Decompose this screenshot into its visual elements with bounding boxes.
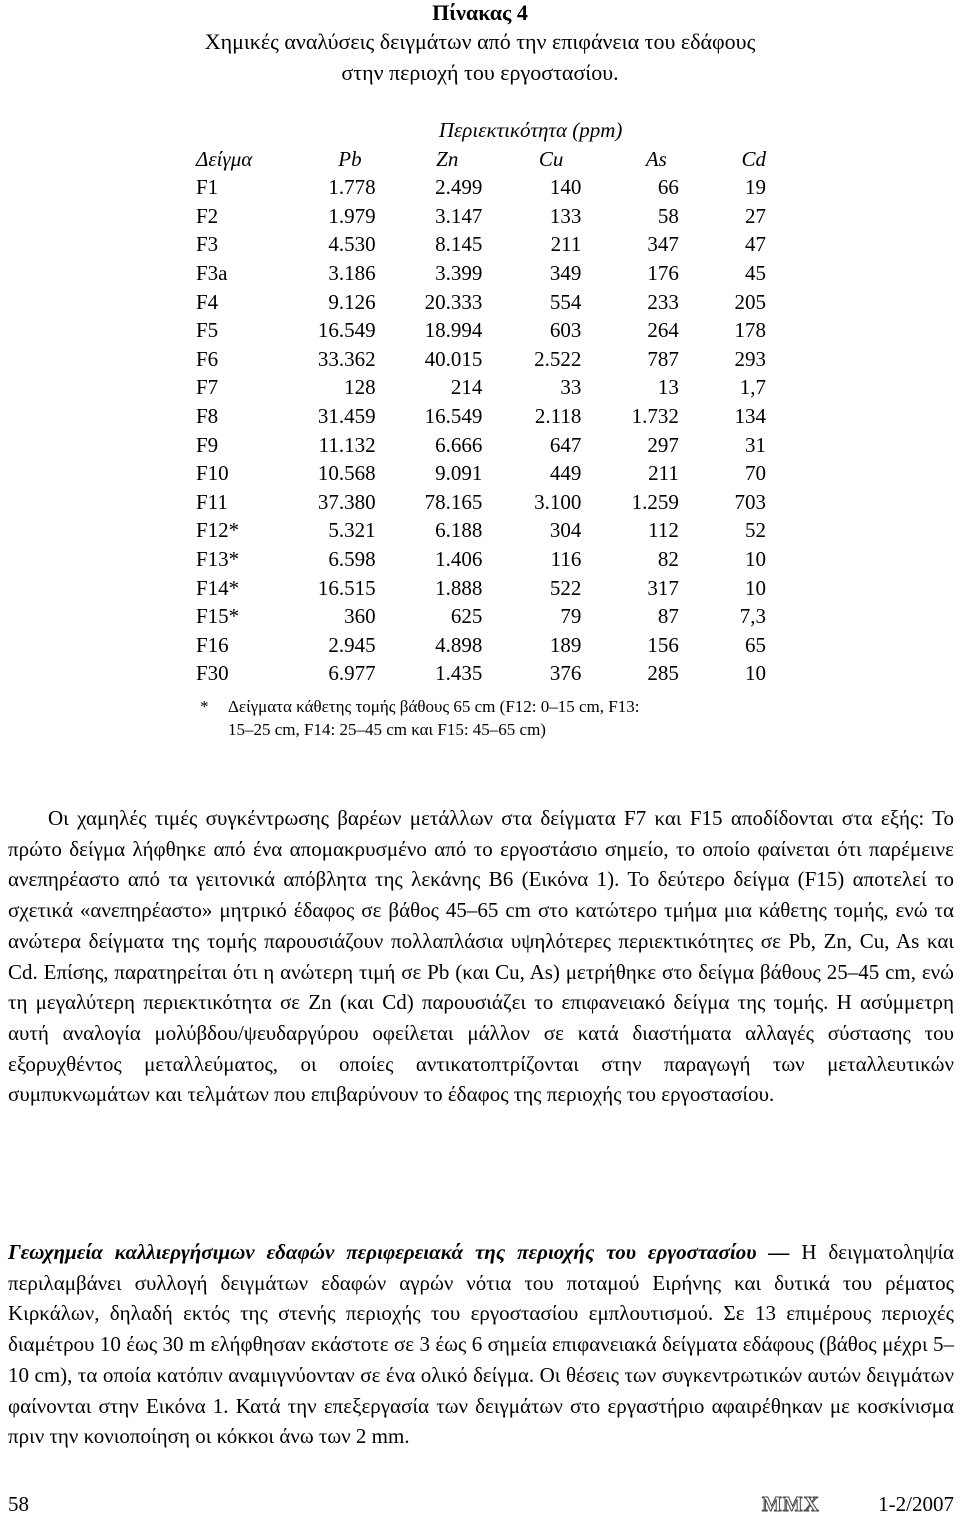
table-cell: 8.145 [435, 232, 483, 257]
table-cell: F6 [196, 346, 219, 371]
body-paragraph: Οι χαμηλές τιμές συγκέντρωσης βαρέων μετάλλων στα δείγματα F7 και F15 αποδίδονται στα εξής: Το πρώτο δείγμα λήφθηκε από ένα απομακρυσμένο από το εργοστάσιο σημείο, το οποίο φαίνεται ότι παρέμεινε ανεπηρέαστο από τα γειτονικά απόβλητα της λεκάνης Β6 (Εικόνα 1). Το δεύτερο δείγμα (F15) αποτελεί το σχετικά «ανεπηρέαστο» μητρικό έδαφος σε βάθος 45–65 cm στο κατώτερο τμήμα μια κάθετης τομής, ενώ τα ανώτερα δείγματα της τομής παρουσιάζουν πολλαπλάσια υψηλότερες περιεκτικότητες σε Pb, Zn, Cu, As και Cd. Επίσης, παρατηρείται ότι η ανώτερη τιμή σε Pb (και Cu, As) μετρήθηκε στο δείγμα βάθους 25–45 cm, ενώ τη μεγαλύτερη περιεκτικότητα σε Zn (και Cd) παρουσιάζει το επιφανειακό δείγμα της τομής. Η ασύμμετρη αυτή αναλογία μολύβδου/ψευδαργύρου οφείλεται μάλλον σε κατά διαστήματα αλλαγές σύστασης του εξορυχθέντος μεταλλεύματος, οι οποίες αντικατοπτρίζονται στην παραγωγή των μεταλλευτικών συμπυκνωμάτων και τελμάτων που επιβαρύνουν το έδαφος της περιοχής του εργοστασίου. [8, 806, 954, 1107]
section-heading: Γεωχημεία καλλιεργήσιμων εδαφών περιφερειακά της περιοχής του εργοστασίου — [8, 1240, 790, 1264]
section-body: Η δειγματοληψία περιλαμβάνει συλλογή δειγμάτων εδαφών αγρών νότια του ποταμού Ειρήνης και δυτικά του ρέματος Κιρκάλων, δηλαδή εκτός της στενής περιοχής του εργοστασίου εμπλουτισμού. Σε 13 επιμέρους περιοχές διαμέτρου 10 έως 30 m ελήφθησαν εκάστοτε σε 3 έως 6 σημεία επιφανειακά δείγματα εδάφους (βάθος μέχρι 5–10 cm), τα οποία κατόπιν αναμιγνύονταν σε ένα ολικό δείγμα. Οι θέσεις των συγκεντρωτικών αυτών δειγμάτων φαίνονται στην Εικόνα 1. Κατά την επεξεργασία των δειγμάτων στο εργαστήριο αφαιρέθηκαν με κοσκίνισμα πριν την κονιοποίηση οι κόκκοι άνω των 2 mm. [8, 1240, 955, 1449]
table-cell: 70 [745, 461, 766, 486]
table-cell: 3.399 [435, 260, 483, 285]
table-cell: 37.380 [317, 489, 376, 514]
table-cell: 349 [549, 260, 582, 285]
table-cell: 27 [745, 203, 766, 228]
table-cell: 347 [647, 232, 679, 257]
table-cell: 45 [745, 260, 766, 285]
table-cell: 140 [549, 175, 582, 200]
table-cell: 5.321 [328, 518, 376, 543]
table-cell: F10 [196, 461, 229, 486]
table-cell: 10 [745, 546, 766, 571]
table-cell: 1.259 [631, 489, 679, 514]
table-row [196, 259, 766, 288]
table-cell: 13 [657, 375, 679, 400]
table-row [196, 316, 766, 345]
table-row [196, 574, 766, 603]
table-cell: 1.778 [328, 175, 376, 200]
table-cell: 703 [734, 489, 766, 514]
table-cell: F5 [196, 318, 219, 343]
section-paragraph [8, 1237, 954, 1452]
table-body [196, 173, 766, 688]
table-cell: 20.333 [424, 289, 483, 314]
table-footnote [200, 695, 800, 741]
table-row [196, 288, 766, 317]
table-row [196, 402, 766, 431]
table-cell: 211 [550, 232, 582, 257]
table-cell: 376 [549, 661, 582, 686]
table-caption-line: Χημικές αναλύσεις δειγμάτων από την επιφάνεια του εδάφους [204, 29, 756, 54]
table-title: Πίνακας 4 [432, 0, 528, 25]
table-cell: 1.979 [328, 203, 376, 228]
table-cell: F2 [196, 203, 219, 228]
table-cell: 116 [550, 546, 582, 571]
table-cell: 787 [647, 346, 679, 371]
table-caption-line: στην περιοχή του εργοστασίου. [341, 60, 619, 85]
table-cell: 205 [734, 289, 766, 314]
table-cell: 16.549 [424, 403, 483, 428]
table-cell: 47 [745, 232, 766, 257]
table-cell: 33.362 [317, 346, 376, 371]
table-cell: 65 [745, 632, 766, 657]
table-cell: 449 [549, 461, 582, 486]
table-cell: 18.994 [424, 318, 483, 343]
table-caption [0, 26, 960, 88]
table-cell: 4.530 [328, 232, 376, 257]
table-column-header: Δείγμα [196, 146, 253, 171]
table-column-header: Cd [741, 146, 766, 171]
table-cell: 9.126 [328, 289, 376, 314]
table-cell: 128 [344, 375, 376, 400]
table-cell: 603 [549, 318, 582, 343]
table-cell: 1.732 [631, 403, 679, 428]
table-cell: 52 [745, 518, 766, 543]
table-cell: 3.147 [435, 203, 483, 228]
table-cell: 2.945 [328, 632, 376, 657]
table-cell: F14* [196, 575, 240, 600]
footnote-line: 15–25 cm, F14: 25–45 cm και F15: 45–65 cm) [228, 720, 546, 739]
table-cell: 6.598 [328, 546, 376, 571]
table-row [196, 202, 766, 231]
page-number: 58 [8, 1492, 29, 1516]
table-cell: 1,7 [739, 375, 766, 400]
table-cell: 317 [647, 575, 679, 600]
table-cell: 647 [549, 432, 582, 457]
table-cell: F1 [196, 175, 219, 200]
table-cell: 10.568 [317, 461, 376, 486]
footnote-marker: * [200, 697, 209, 716]
table-cell: 1.406 [435, 546, 483, 571]
footnote-line: Δείγματα κάθετης τομής βάθους 65 cm (F12: 0–15 cm, F13: [228, 697, 640, 716]
table-cell: F3a [196, 260, 228, 285]
table-cell: 214 [450, 375, 483, 400]
table-row [196, 345, 766, 374]
table-column-header: Zn [436, 146, 459, 171]
table-cell: 9.091 [435, 461, 483, 486]
table-cell: 16.549 [317, 318, 376, 343]
table-column-header: Cu [538, 146, 564, 171]
table-cell: 178 [734, 318, 766, 343]
table-cell: 79 [560, 604, 582, 629]
table-cell: F13* [196, 546, 240, 571]
table-row [196, 516, 766, 545]
table-cell: 134 [734, 403, 766, 428]
table-cell: 211 [648, 461, 679, 486]
table-cell: 176 [647, 260, 679, 285]
table-row [196, 173, 766, 202]
table-cell: 6.666 [435, 432, 483, 457]
table-cell: 1.435 [435, 661, 483, 686]
table-row [196, 631, 766, 660]
table-cell: 522 [549, 575, 582, 600]
table-cell: 285 [647, 661, 679, 686]
table-cell: F3 [196, 232, 219, 257]
table-column-header: Pb [338, 146, 362, 171]
table-cell: 360 [344, 604, 376, 629]
table-cell: F11 [196, 489, 228, 514]
table-cell: 2.499 [435, 175, 483, 200]
table-cell: 133 [549, 203, 582, 228]
table-cell: 82 [657, 546, 679, 571]
table-cell: 33 [560, 375, 582, 400]
table-cell: 3.186 [328, 260, 376, 285]
table-row [196, 488, 766, 517]
table-cell: 6.188 [435, 518, 483, 543]
table-cell: 10 [745, 661, 766, 686]
chemical-analysis-table [196, 116, 766, 688]
table-cell: F15* [196, 604, 240, 629]
table-cell: 3.100 [534, 489, 582, 514]
table-cell: 2.522 [534, 346, 582, 371]
table-cell: F4 [196, 289, 219, 314]
table-cell: F30 [196, 661, 229, 686]
table-cell: F8 [196, 403, 219, 428]
table-cell: 11.132 [318, 432, 376, 457]
table-cell: 264 [647, 318, 679, 343]
table-cell: F16 [196, 632, 229, 657]
table-cell: 40.015 [424, 346, 483, 371]
table-row [196, 459, 766, 488]
journal-logo: MMX [762, 1492, 820, 1516]
table-row [196, 230, 766, 259]
table-cell: 293 [734, 346, 766, 371]
table-cell: 625 [450, 604, 483, 629]
table-cell: 31.459 [317, 403, 376, 428]
table-cell: 6.977 [328, 661, 376, 686]
table-row [196, 373, 766, 402]
table-cell: 156 [647, 632, 679, 657]
table-cell: 2.118 [534, 403, 582, 428]
table-cell: 297 [647, 432, 679, 457]
table-header-spacer [196, 116, 295, 145]
table-cell: F12* [196, 518, 240, 543]
table-cell: 233 [647, 289, 679, 314]
table-cell: F7 [196, 375, 219, 400]
table-row [196, 602, 766, 631]
table-cell: 189 [549, 632, 582, 657]
table-row [196, 545, 766, 574]
table-cell: 66 [657, 175, 679, 200]
table-cell: 87 [657, 604, 679, 629]
table-cell: 31 [745, 432, 766, 457]
table-cell: 58 [657, 203, 679, 228]
table-cell: F9 [196, 432, 219, 457]
table-cell: 554 [549, 289, 582, 314]
table-cell: 4.898 [435, 632, 483, 657]
table-cell: 112 [648, 518, 679, 543]
table-cell: 304 [549, 518, 582, 543]
table-cell: 1.888 [435, 575, 483, 600]
table-cell: 10 [745, 575, 766, 600]
issue-number: 1-2/2007 [878, 1492, 954, 1516]
table-cell: 7,3 [739, 604, 766, 629]
table-cell: 19 [745, 175, 766, 200]
table-cell: 78.165 [424, 489, 483, 514]
table-row [196, 431, 766, 460]
table-cell: 16.515 [317, 575, 376, 600]
table-column-header: As [645, 146, 667, 171]
table-row [196, 659, 766, 688]
table-group-header: Περιεκτικότητα (ppm) [438, 118, 623, 142]
